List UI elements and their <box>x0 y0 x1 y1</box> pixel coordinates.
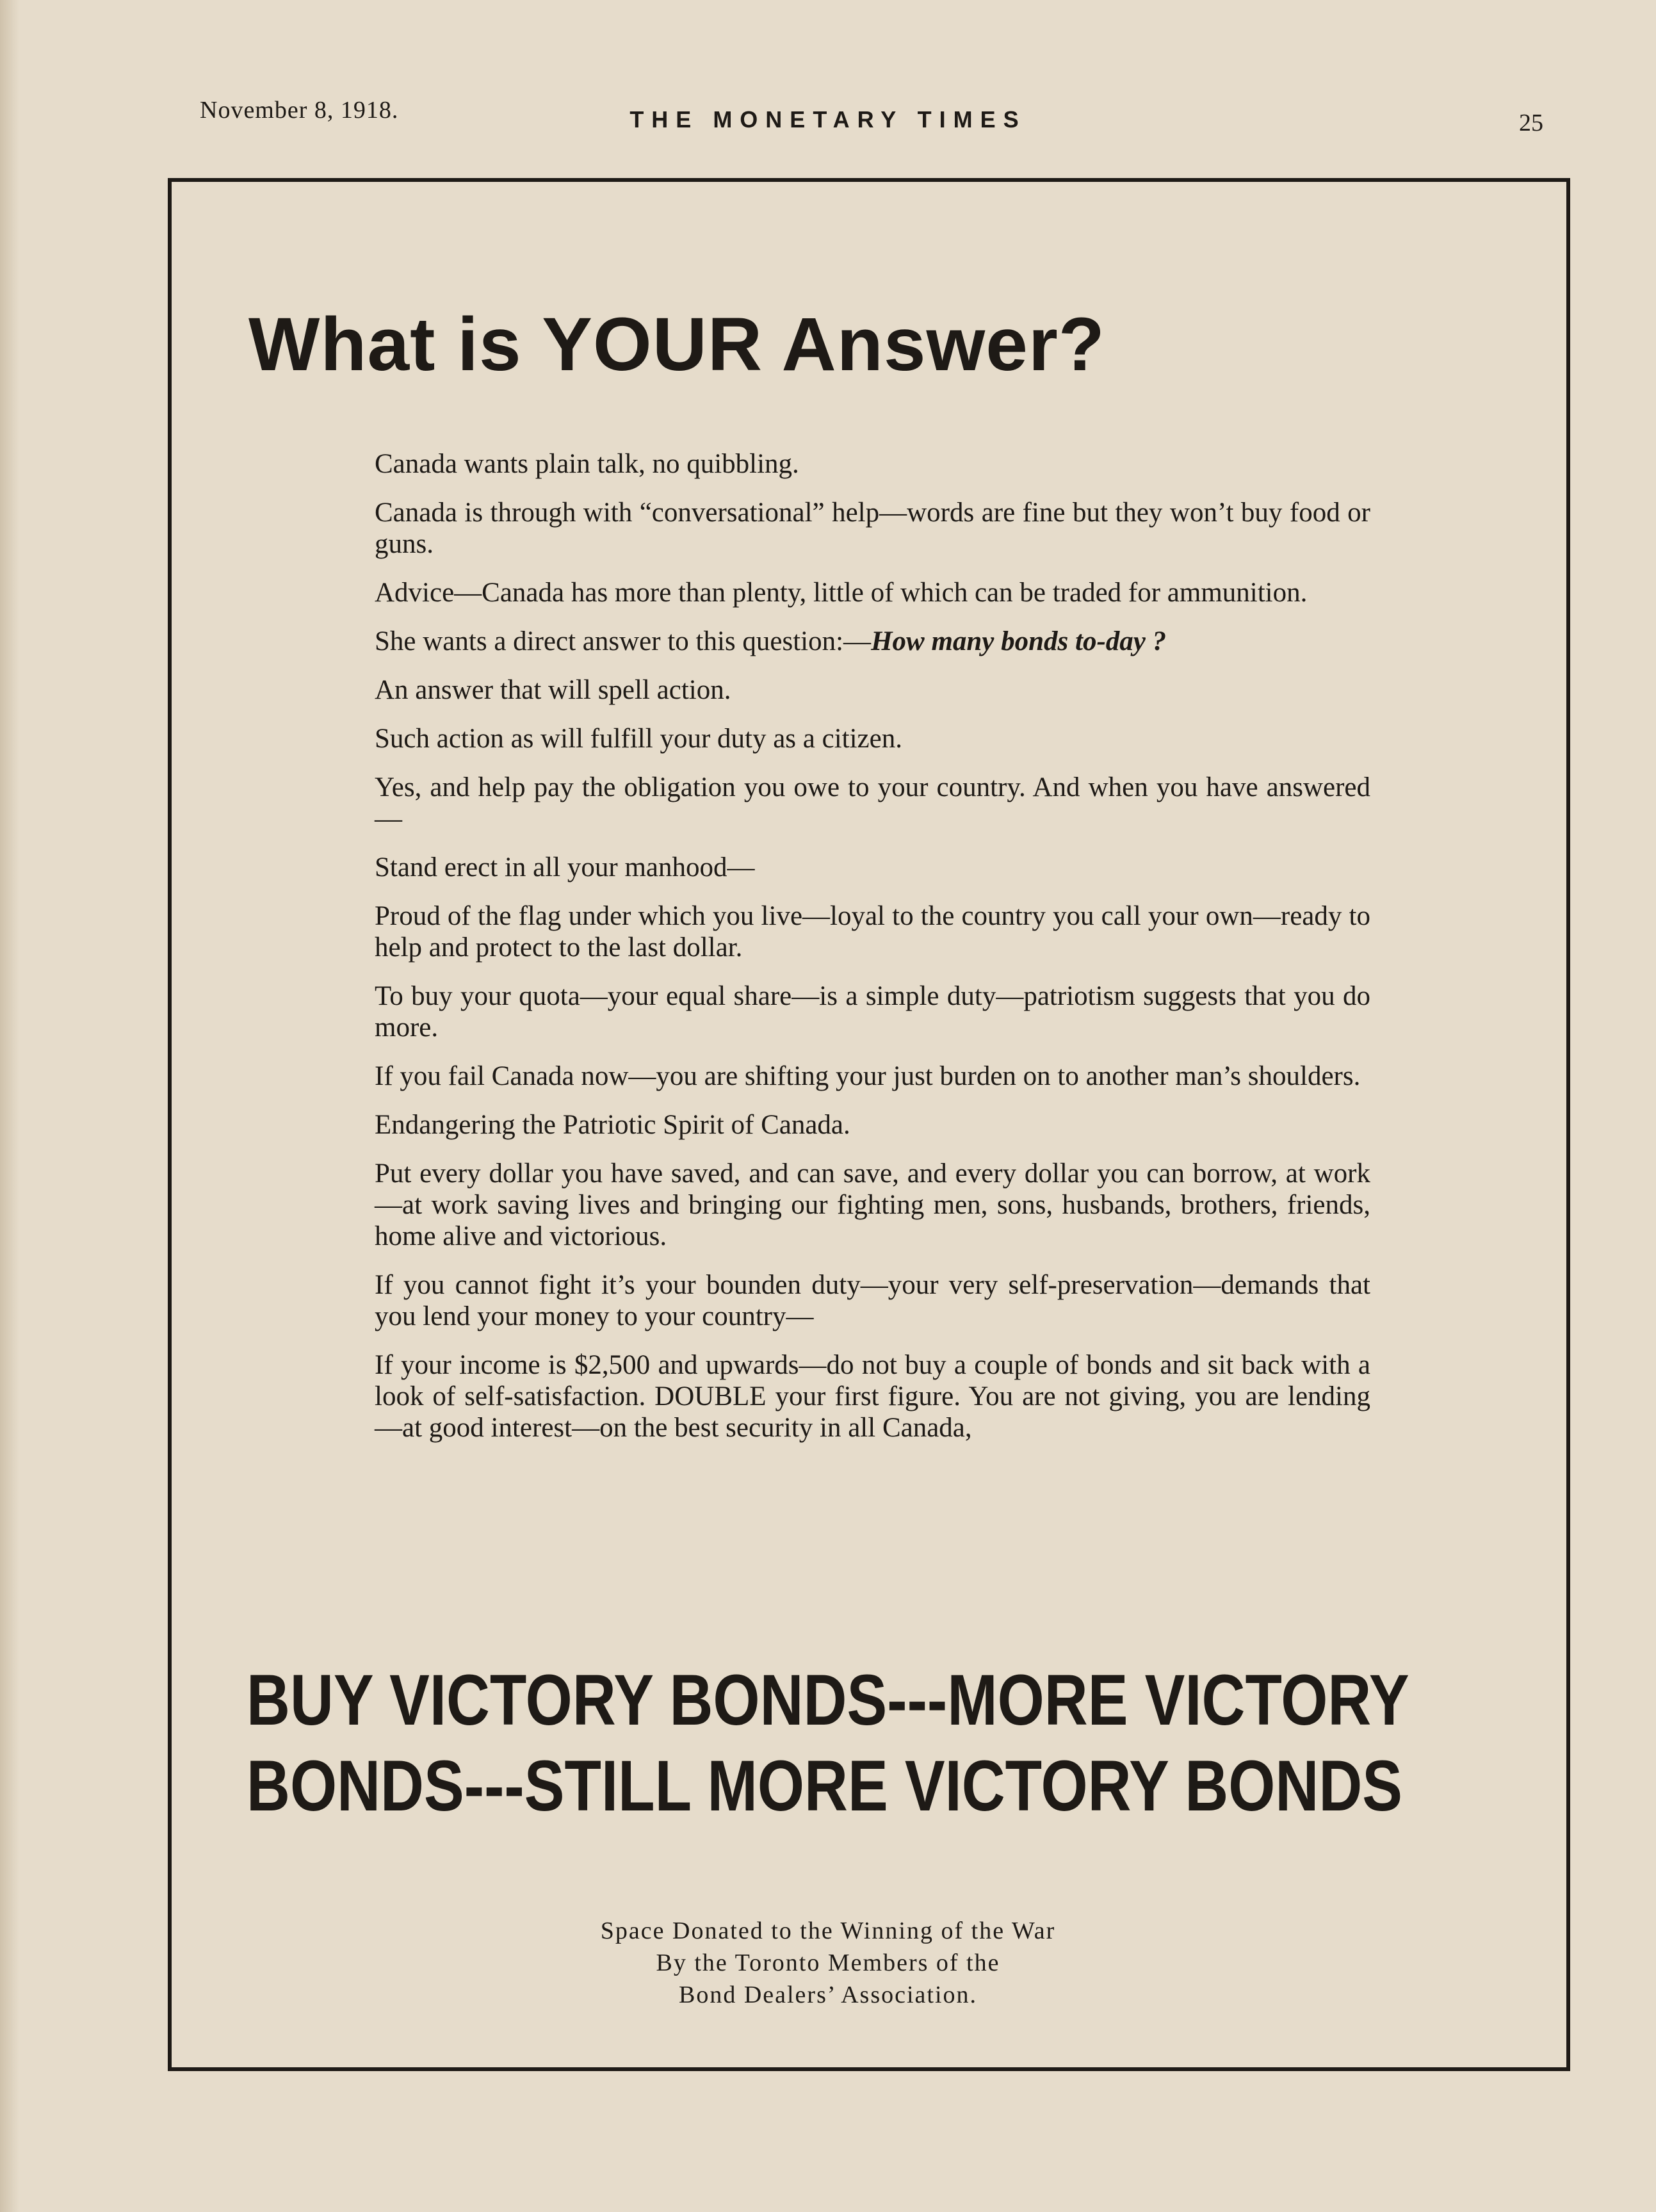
ad-paragraph: Canada is through with “conversational” help—words are fine but they won’t buy food or guns. <box>375 498 1370 559</box>
ad-paragraph: To buy your quota—your equal share—is a simple duty—patriotism suggests that you do more. <box>375 981 1370 1043</box>
slogan-line: BONDS---STILL MORE VICTORY BONDS <box>247 1746 1403 1826</box>
ad-paragraph: Canada wants plain talk, no quibbling. <box>375 449 799 479</box>
ad-paragraph: Stand erect in all your manhood— <box>375 852 755 882</box>
sponsor-credit <box>0 1915 1656 2011</box>
ad-paragraph: If you fail Canada now—you are shifting your just burden on to another man’s shoulders. <box>375 1061 1361 1091</box>
ad-body-copy <box>375 448 1370 1461</box>
publication-title: THE MONETARY TIMES <box>629 106 1027 133</box>
victory-bonds-slogan <box>247 1657 1409 1829</box>
ad-question-paragraph <box>375 626 1370 657</box>
ad-paragraph: Yes, and help pay the obligation you owe to your country. And when you have answered— <box>375 772 1370 834</box>
ad-paragraph: If your income is $2,500 and upwards—do not buy a couple of bonds and sit back with a look of self-satisfaction. DOUBLE your first figure. You are not giving, you are lending—at good interest—on the best security in all Canada, <box>375 1350 1370 1443</box>
ad-paragraph: An answer that will spell action. <box>375 675 731 705</box>
credit-line: Bond Dealers’ Association. <box>678 1981 978 2008</box>
ad-paragraph: Proud of the flag under which you live—loyal to the country you call your own—ready to help and protect to the last dollar. <box>375 901 1370 963</box>
question-emphasis: How many bonds to-day ? <box>871 626 1167 656</box>
running-head <box>0 96 1656 134</box>
ad-headline: What is YOUR Answer? <box>248 302 1105 387</box>
page-number: 25 <box>1519 110 1543 136</box>
ad-paragraph: If you cannot fight it’s your bounden duty—your very self-preservation—demands that you lend your money to your country— <box>375 1270 1370 1331</box>
ad-paragraph: Advice—Canada has more than plenty, little of which can be traded for ammunition. <box>375 578 1308 608</box>
credit-line: Space Donated to the Winning of the War <box>600 1917 1056 1944</box>
ad-paragraph: Such action as will fulfill your duty as a citizen. <box>375 724 902 754</box>
page-binding-edge <box>0 0 19 2212</box>
ad-paragraph: Put every dollar you have saved, and can save, and every dollar you can borrow, at work—at work saving lives and bringing our fighting men, sons, husbands, brothers, friends, home alive and victorious. <box>375 1159 1370 1251</box>
ad-paragraph: Endangering the Patriotic Spirit of Canada. <box>375 1110 850 1140</box>
credit-line: By the Toronto Members of the <box>656 1949 1000 1976</box>
question-lead: She wants a direct answer to this question:— <box>375 626 872 656</box>
slogan-line: BUY VICTORY BONDS---MORE VICTORY <box>247 1660 1409 1740</box>
issue-date: November 8, 1918. <box>200 97 399 124</box>
